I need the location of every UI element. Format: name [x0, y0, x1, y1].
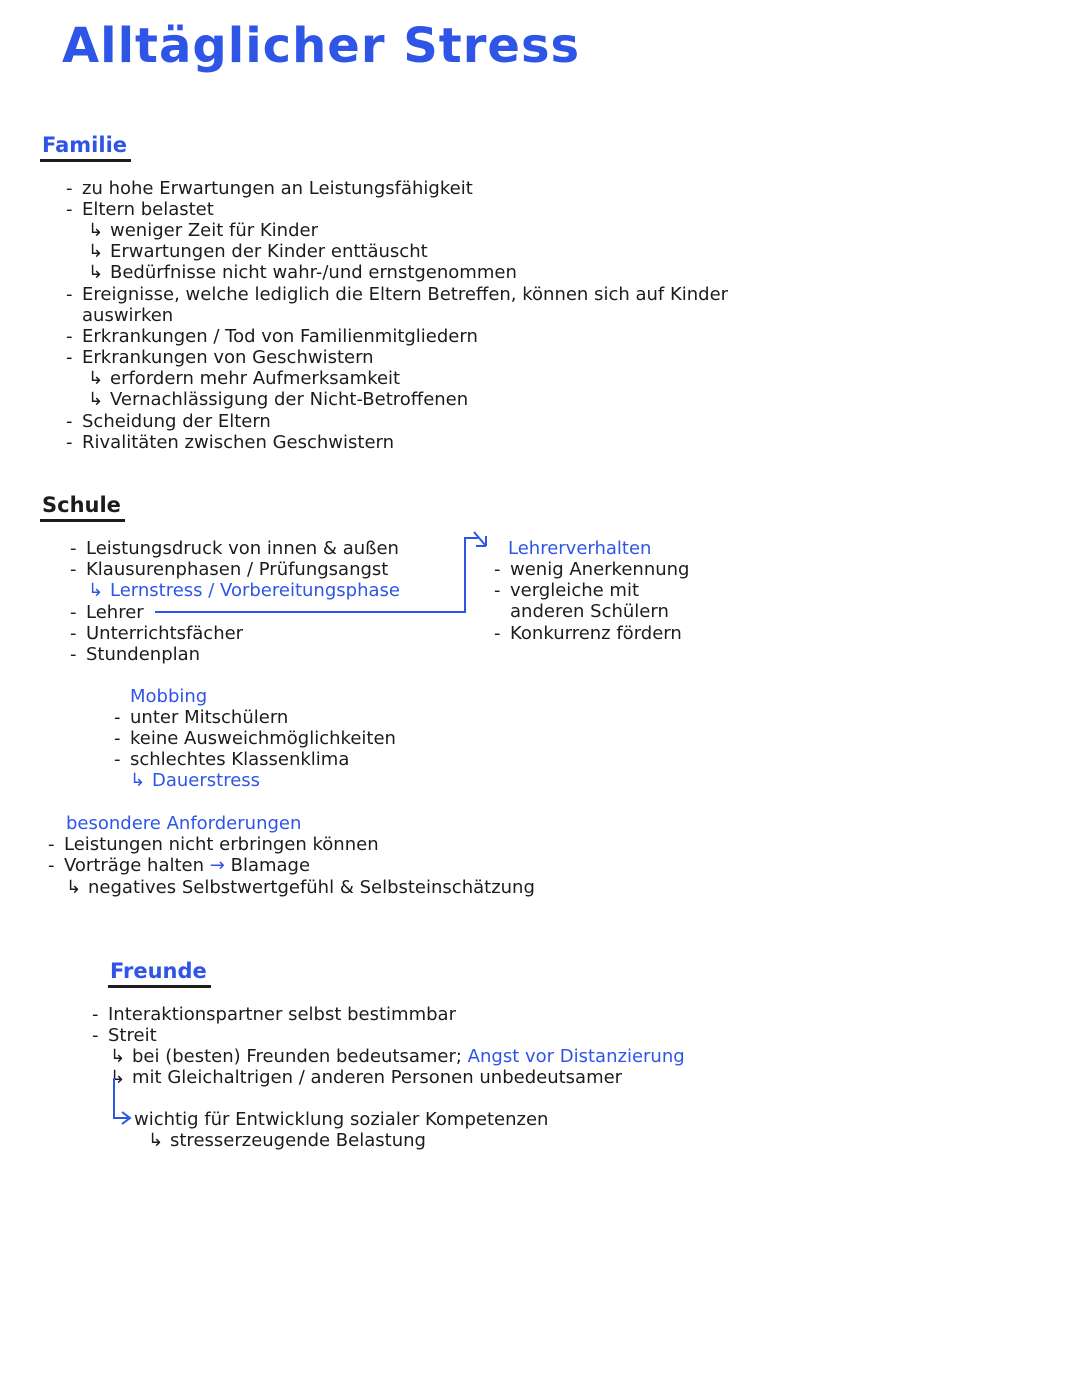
right-arrow-icon: → — [209, 855, 225, 876]
list-item: - zu hohe Erwartungen an Leistungsfähigkeit — [66, 178, 473, 199]
dash-icon: - — [494, 559, 501, 580]
freunde-conclusion-arrowhead — [122, 1112, 130, 1124]
sub-arrow-icon: ↳ — [88, 389, 104, 410]
list-item-continued: anderen Schülern — [510, 601, 669, 622]
sub-arrow-icon: ↳ — [88, 368, 104, 389]
list-item: - Leistungen nicht erbringen können — [48, 834, 379, 855]
list-item: - Unterrichtsfächer — [70, 623, 244, 644]
lehrer-connector-arrowhead — [474, 532, 486, 546]
dash-icon: - — [70, 538, 77, 559]
list-item: - schlechtes Klassenklima — [114, 749, 350, 770]
dash-icon: - — [70, 602, 77, 623]
dash-icon: - — [92, 1004, 99, 1025]
list-item: - Eltern belastet — [66, 199, 214, 220]
sub-item: ↳ Dauerstress — [130, 770, 261, 791]
list-item: - Leistungsdruck von innen & außen — [70, 538, 399, 559]
dash-icon: - — [494, 580, 501, 601]
dash-icon: - — [70, 559, 77, 580]
sub-item: ↳ bei (besten) Freunden bedeutsamer; Angst vor Distanzierung — [110, 1046, 685, 1067]
sub-arrow-icon: ↳ — [148, 1130, 164, 1151]
heading-freunde: Freunde — [108, 958, 211, 988]
list-item: - Streit — [92, 1025, 157, 1046]
list-item: - Erkrankungen / Tod von Familienmitgliedern — [66, 326, 478, 347]
mobbing-heading: Mobbing — [130, 686, 208, 707]
sub-item: ↳ erfordern mehr Aufmerksamkeit — [88, 368, 401, 389]
sub-item: ↳ Vernachlässigung der Nicht-Betroffenen — [88, 389, 469, 410]
dash-icon: - — [114, 707, 121, 728]
sub-arrow-icon: ↳ — [88, 262, 104, 283]
list-item: - wenig Anerkennung — [494, 559, 690, 580]
sub-arrow-icon: ↳ — [88, 241, 104, 262]
dash-icon: - — [66, 432, 73, 453]
dash-icon: - — [66, 411, 73, 432]
page-title: Alltäglicher Stress — [62, 18, 581, 74]
list-item: - Vorträge halten → Blamage — [48, 855, 311, 876]
dash-icon: - — [114, 749, 121, 770]
dash-icon: - — [70, 623, 77, 644]
dash-icon: - — [66, 326, 73, 347]
anforderungen-heading: besondere Anforderungen — [66, 813, 302, 834]
sub-arrow-icon: ↳ — [110, 1046, 126, 1067]
list-item: - Rivalitäten zwischen Geschwistern — [66, 432, 395, 453]
list-item: - keine Ausweichmöglichkeiten — [114, 728, 396, 749]
lehrerverhalten-heading: Lehrerverhalten — [508, 538, 652, 559]
list-item: - Klausurenphasen / Prüfungsangst — [70, 559, 389, 580]
heading-schule: Schule — [40, 492, 125, 522]
dash-icon: - — [66, 284, 73, 305]
list-item: - Stundenplan — [70, 644, 201, 665]
list-item-continued: auswirken — [82, 305, 174, 326]
list-item: - Interaktionspartner selbst bestimmbar — [92, 1004, 456, 1025]
dash-icon: - — [48, 834, 55, 855]
list-item: - Konkurrenz fördern — [494, 623, 682, 644]
sub-item: ↳ Bedürfnisse nicht wahr-/und ernstgenommen — [88, 262, 517, 283]
dash-icon: - — [66, 347, 73, 368]
dash-icon: - — [114, 728, 121, 749]
list-item: - Erkrankungen von Geschwistern — [66, 347, 374, 368]
conclusion-item: wichtig für Entwicklung sozialer Kompetenzen — [134, 1109, 549, 1130]
sub-item: ↳ weniger Zeit für Kinder — [88, 220, 318, 241]
list-item: - Scheidung der Eltern — [66, 411, 271, 432]
heading-familie: Familie — [40, 132, 131, 162]
sub-item: ↳ stresserzeugende Belastung — [148, 1130, 426, 1151]
dash-icon: - — [48, 855, 55, 876]
list-item: - vergleiche mit — [494, 580, 640, 601]
list-item: - Ereignisse, welche lediglich die Eltern Betreffen, können sich auf Kinder — [66, 284, 729, 305]
sub-arrow-icon: ↳ — [88, 580, 104, 601]
sub-item: ↳ Erwartungen der Kinder enttäuscht — [88, 241, 428, 262]
dash-icon: - — [92, 1025, 99, 1046]
list-item: - unter Mitschülern — [114, 707, 289, 728]
sub-arrow-icon: ↳ — [88, 220, 104, 241]
sub-item: ↳ negatives Selbstwertgefühl & Selbsteinschätzung — [66, 877, 535, 898]
dash-icon: - — [70, 644, 77, 665]
sub-item: ↳ mit Gleichaltrigen / anderen Personen unbedeutsamer — [110, 1067, 623, 1088]
dash-icon: - — [66, 199, 73, 220]
list-item: - Lehrer — [70, 602, 144, 623]
dash-icon: - — [66, 178, 73, 199]
dash-icon: - — [494, 623, 501, 644]
sub-arrow-icon: ↳ — [110, 1067, 126, 1088]
sub-arrow-icon: ↳ — [130, 770, 146, 791]
sub-item: ↳ Lernstress / Vorbereitungsphase — [88, 580, 400, 601]
sub-arrow-icon: ↳ — [66, 877, 82, 898]
